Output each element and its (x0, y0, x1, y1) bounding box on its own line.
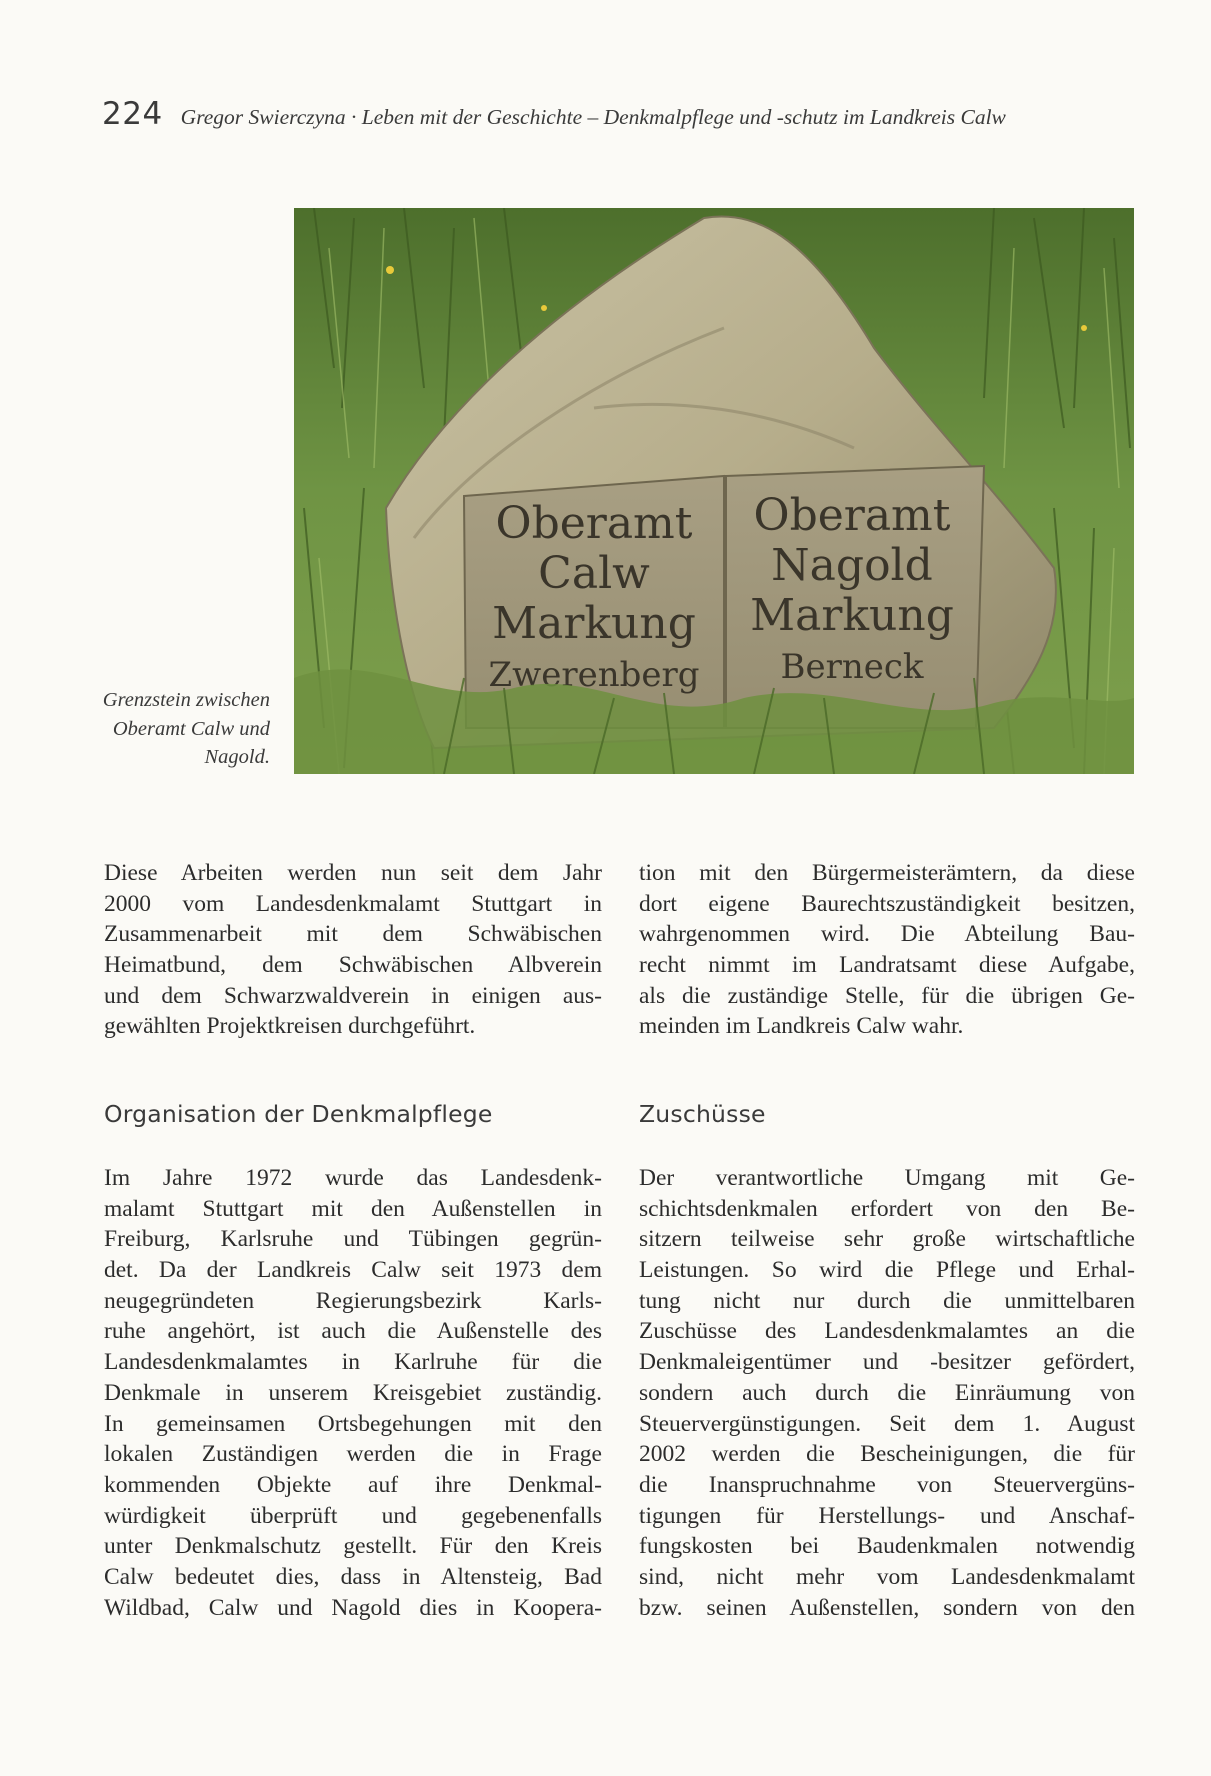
text-line: 2002 werden die Bescheinigungen, die für (639, 1441, 1135, 1468)
text-line: sondern auch durch die Einräumung von (639, 1379, 1135, 1406)
text-line: unter Denkmalschutz gestellt. Für den Kreis (104, 1533, 602, 1560)
text-line: wahrgenommen wird. Die Abteilung Bau- (639, 921, 1135, 948)
text-line: schichtsdenkmalen erfordert von den Be- (639, 1195, 1135, 1222)
text-line: tung nicht nur durch die unmittelbaren (639, 1287, 1135, 1314)
photo-caption (40, 686, 270, 772)
text-line: Im Jahre 1972 wurde das Landesdenk- (104, 1165, 602, 1191)
text-line: Landesdenkmalamtes in Karlruhe für die (104, 1349, 602, 1376)
text-line: kommenden Objekte auf ihre Denkmal- (104, 1471, 602, 1498)
text-line: Freiburg, Karlsruhe und Tübingen gegrün- (104, 1226, 602, 1253)
text-line: Denkmale in unserem Kreisgebiet zuständig. (104, 1379, 602, 1406)
text-line: sitzern teilweise sehr große wirtschaftliche (639, 1226, 1135, 1253)
left-tablet-line-1: Oberamt (495, 498, 693, 549)
text-line: 2000 vom Landesdenkmalamt Stuttgart in (104, 890, 602, 917)
caption-line: Oberamt Calw und (112, 717, 270, 740)
right-tablet-line-2: Nagold (771, 540, 933, 591)
section-heading-organisation: Organisation der Denkmalpflege (104, 1100, 493, 1128)
text-line: tigungen für Herstellungs- und Anschaf- (639, 1502, 1135, 1529)
text-line: ruhe angehört, ist auch die Außenstelle des (104, 1318, 602, 1345)
text-line: Der verantwortliche Umgang mit Ge- (639, 1165, 1135, 1191)
right-tablet-line-4: Berneck (780, 647, 924, 687)
text-line: gewählten Projektkreisen durchgeführt. (104, 1013, 476, 1040)
text-line: fungskosten bei Baudenkmalen notwendig (639, 1533, 1135, 1560)
page-number: 224 (102, 96, 163, 132)
left-body-paragraph (104, 1163, 602, 1623)
left-tablet-line-4: Zwerenberg (488, 655, 700, 695)
right-body-paragraph (639, 1163, 1135, 1623)
section-heading-zuschuesse: Zuschüsse (639, 1100, 766, 1128)
text-line: Denkmaleigentümer und -besitzer gefördert, (639, 1349, 1135, 1376)
text-line: Steuervergünstigungen. Seit dem 1. August (639, 1410, 1135, 1437)
text-line: In gemeinsamen Ortsbegehungen mit den (104, 1410, 602, 1437)
text-line: und dem Schwarzwaldverein in einigen aus- (104, 982, 602, 1009)
text-line: lokalen Zuständigen werden die in Frage (104, 1441, 602, 1468)
text-line: bzw. seinen Außenstellen, sondern von den (639, 1594, 1135, 1621)
text-line: Heimatbund, dem Schwäbischen Albverein (104, 952, 602, 979)
boundary-stone-photo (294, 208, 1134, 774)
text-line: det. Da der Landkreis Calw seit 1973 dem (104, 1257, 602, 1284)
left-tablet-line-2: Calw (538, 548, 650, 599)
text-line: neugegründeten Regierungsbezirk Karls- (104, 1287, 602, 1314)
text-line: die Inanspruchnahme von Steuervergüns- (639, 1471, 1135, 1498)
caption-line: Nagold. (204, 746, 270, 768)
text-line: als die zuständige Stelle, für die übrigen Ge- (639, 982, 1135, 1009)
text-line: Zusammenarbeit mit dem Schwäbischen (104, 921, 602, 948)
text-line: malamt Stuttgart mit den Außenstellen in (104, 1195, 602, 1222)
text-line: Leistungen. So wird die Pflege und Erhal- (639, 1257, 1135, 1284)
right-tablet-line-1: Oberamt (753, 490, 951, 541)
right-intro-paragraph (639, 858, 1135, 1042)
text-line: recht nimmt im Landratsamt diese Aufgabe, (639, 952, 1135, 979)
right-tablet-line-3: Markung (750, 590, 954, 641)
text-line: dort eigene Baurechtszuständigkeit besitzen, (639, 890, 1135, 917)
text-line: Wildbad, Calw und Nagold dies in Koopera- (104, 1594, 602, 1621)
text-line: tion mit den Bürgermeisterämtern, da diese (639, 860, 1135, 886)
page-header (102, 96, 1147, 146)
running-head: Gregor Swierczyna · Leben mit der Geschichte – Denkmalpflege und -schutz im Landkreis Calw (180, 105, 1006, 129)
left-tablet-line-3: Markung (492, 598, 696, 649)
text-line: Zuschüsse des Landesdenkmalamtes an die (639, 1318, 1135, 1345)
caption-line: Grenzstein zwischen (102, 689, 270, 711)
text-line: sind, nicht mehr vom Landesdenkmalamt (639, 1563, 1135, 1590)
text-line: meinden im Landkreis Calw wahr. (639, 1013, 964, 1040)
text-line: Diese Arbeiten werden nun seit dem Jahr (104, 860, 602, 886)
left-intro-paragraph (104, 858, 602, 1042)
text-line: Calw bedeutet dies, dass in Altensteig, Bad (104, 1563, 602, 1590)
text-line: würdigkeit überprüft und gegebenenfalls (104, 1502, 602, 1529)
